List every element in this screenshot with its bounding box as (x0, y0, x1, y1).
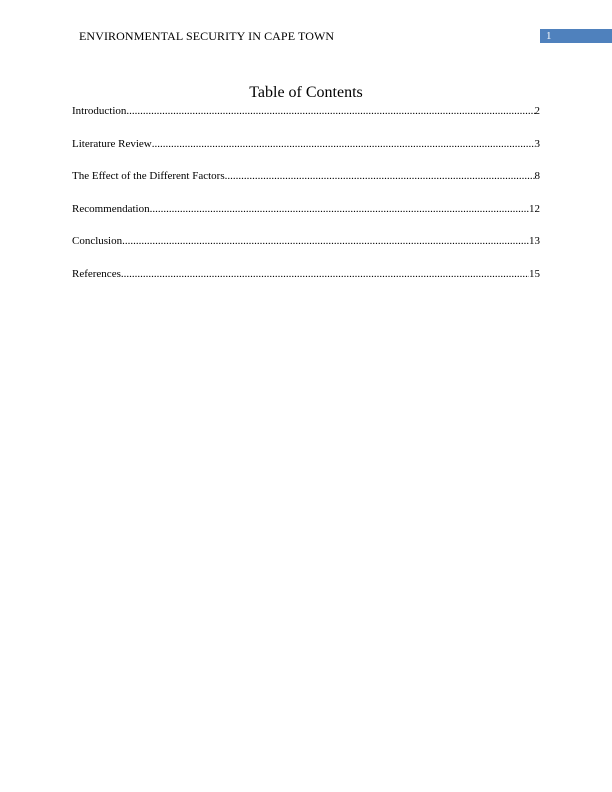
toc-entry-introduction[interactable] (72, 103, 540, 119)
toc-entry-label: Recommendation (72, 202, 150, 215)
toc-entry-effect-of-factors[interactable] (72, 168, 540, 184)
page-number-badge (540, 29, 612, 43)
toc-dot-leader (225, 168, 535, 184)
toc-entry-page: 8 (534, 170, 540, 182)
toc-entry-label: Conclusion (72, 235, 123, 247)
toc-entry-label: The Effect of the Different Factors (72, 170, 225, 182)
toc-entry-page: 13 (529, 235, 540, 247)
toc-entry-label: Literature Review (72, 137, 152, 150)
page-header (0, 28, 612, 44)
toc-entry-conclusion[interactable] (72, 233, 540, 249)
toc-dot-leader (122, 233, 529, 249)
toc-dot-leader (152, 136, 535, 152)
toc-entry-page: 3 (534, 137, 540, 150)
toc-dot-leader (150, 201, 529, 217)
toc-entry-page: 2 (534, 105, 540, 117)
toc-entry-recommendation[interactable] (72, 201, 540, 217)
toc-entry-literature-review[interactable] (72, 136, 540, 152)
page-number: 1 (546, 30, 552, 42)
toc-entry-page: 12 (529, 202, 540, 215)
toc-title: Table of Contents (249, 84, 363, 101)
running-head: ENVIRONMENTAL SECURITY IN CAPE TOWN (79, 29, 335, 43)
toc-dot-leader (126, 103, 534, 119)
toc-dot-leader (121, 266, 529, 282)
toc-entry-label: Introduction (72, 105, 127, 117)
toc-entry-label: References (72, 267, 121, 280)
toc-entry-page: 15 (529, 267, 540, 280)
toc-entry-references[interactable] (72, 266, 540, 282)
toc-list (72, 103, 540, 298)
